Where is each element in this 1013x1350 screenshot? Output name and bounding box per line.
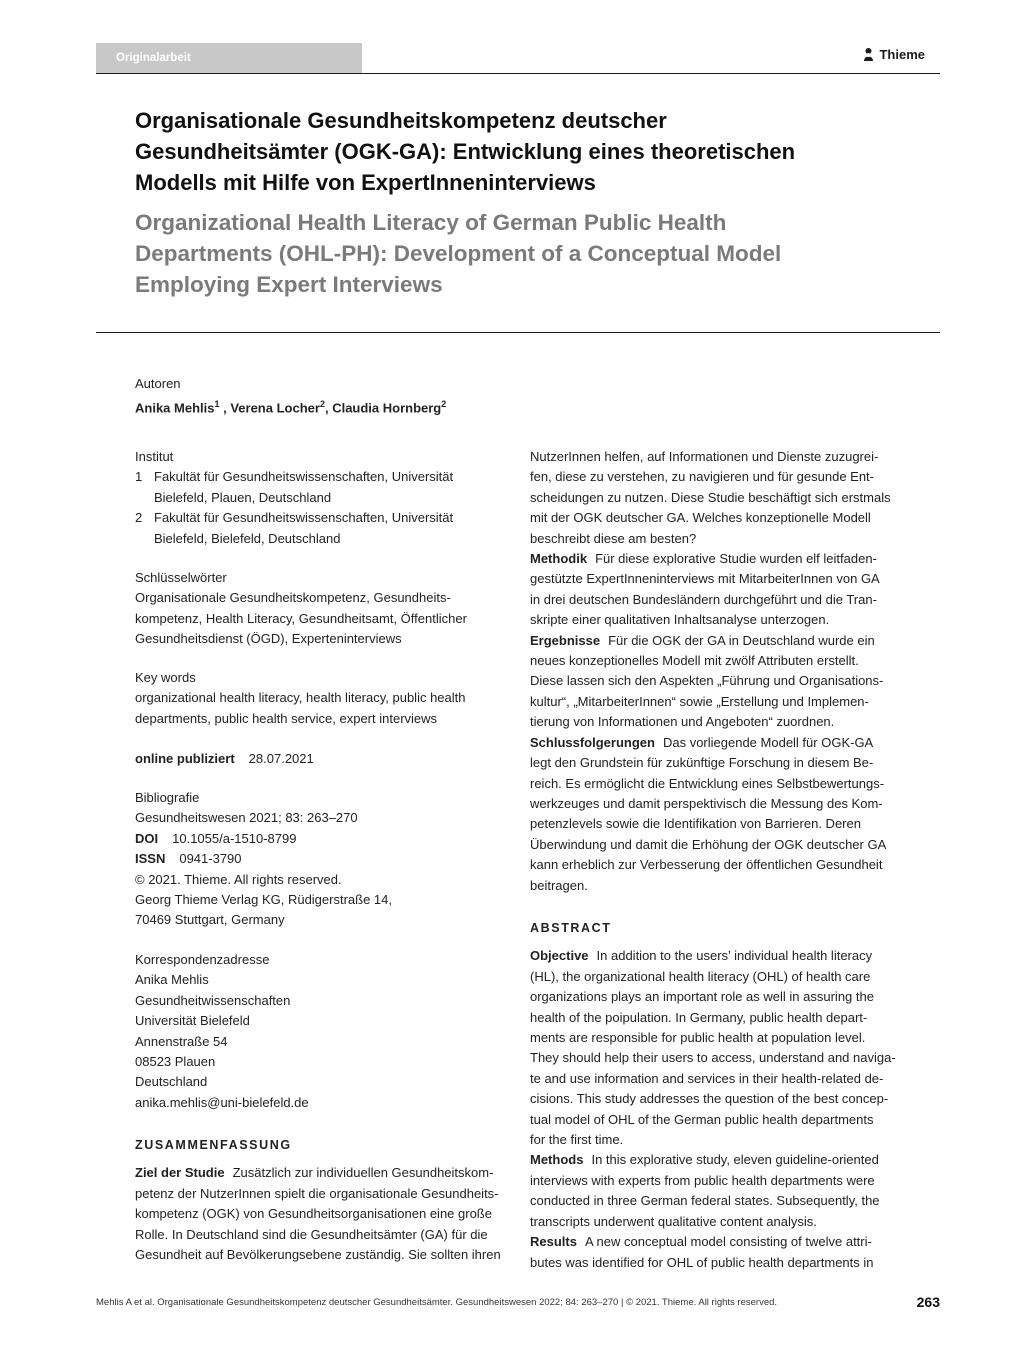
objective-line: cisions. This study addresses the question of the best concep- bbox=[530, 1091, 889, 1107]
objective-line: They should help their users to access, understand and naviga- bbox=[530, 1050, 896, 1066]
results-line: butes was identified for OHL of public health departments in bbox=[530, 1254, 874, 1270]
ziel-cont-line: beschreibt diese am besten? bbox=[530, 530, 697, 546]
category-tag: Originalarbeit bbox=[96, 43, 362, 73]
objective-line: (HL), the organizational health literacy (OHL) of health care bbox=[530, 968, 871, 984]
footer-citation: Mehlis A et al. Organisationale Gesundheitskompetenz deutscher Gesundheitsämter. Gesundheitswesen 2022; 84: 263–270 | © 2021. Thieme. All rights reserved. bbox=[96, 1297, 778, 1308]
methodik-line: skripte einer qualitativen Inhaltsanalyse unterzogen. bbox=[530, 612, 830, 628]
issn-row bbox=[135, 849, 510, 869]
ziel-line: Zusätzlich zur individuellen Gesundheitskom- bbox=[232, 1165, 494, 1181]
keywords-line: organizational health literacy, health literacy, public health bbox=[135, 690, 466, 706]
title-german bbox=[135, 105, 935, 198]
ziel-label: Ziel der Studie bbox=[135, 1165, 225, 1181]
ergebnisse-line: Diese lassen sich den Aspekten „Führung und Organisations- bbox=[530, 673, 884, 689]
methods-line: interviews with experts from public health departments were bbox=[530, 1172, 875, 1188]
title-german-line: Organisationale Gesundheitskompetenz deutscher bbox=[135, 108, 667, 133]
institut-line: Fakultät für Gesundheitswissenschaften, Universität bbox=[154, 469, 454, 485]
online-published bbox=[135, 749, 510, 769]
ziel-line: Gesundheit auf Bevölkerungsebene zuständig. Sie sollten ihren bbox=[135, 1247, 501, 1263]
schluss-line: Das vorliegende Modell für OGK-GA bbox=[662, 734, 874, 750]
schluss-line: kann erheblich zur Verbesserung der öffentlichen Gesundheit bbox=[530, 857, 883, 873]
ziel-cont-line: scheidungen zu nutzen. Diese Studie beschäftigt sich erstmals bbox=[530, 489, 891, 505]
publisher-line: 70469 Stuttgart, Germany bbox=[135, 912, 285, 928]
objective-line: ments are responsible for public health at population level. bbox=[530, 1030, 866, 1046]
ziel-paragraph bbox=[135, 1163, 510, 1265]
ergebnisse-line: tierung von Informationen und Angeboten“ zuordnen. bbox=[530, 714, 835, 730]
email-link[interactable]: anika.mehlis@uni-bielefeld.de bbox=[135, 1094, 309, 1110]
ziel-line: petenz der NutzerInnen spielt die organisationale Gesundheits- bbox=[135, 1185, 499, 1201]
institut-line: Fakultät für Gesundheitswissenschaften, Universität bbox=[154, 510, 454, 526]
keywords-line: departments, public health service, expert interviews bbox=[135, 710, 438, 726]
results-label: Results bbox=[530, 1234, 577, 1250]
methods-line: In this explorative study, eleven guideline-oriented bbox=[591, 1152, 879, 1168]
address-line: Universität Bielefeld bbox=[135, 1013, 250, 1029]
institut-label: Institut bbox=[135, 449, 174, 464]
schluesselwoerter-label: Schlüsselwörter bbox=[135, 570, 227, 585]
schluesselwoerter-line: Organisationale Gesundheitskompetenz, Gesundheits- bbox=[135, 590, 451, 606]
schluss-line: reich. Es ermöglicht die Entwicklung eines Selbstbewertungs- bbox=[530, 775, 885, 791]
doi-row bbox=[135, 829, 510, 849]
institut-item bbox=[135, 467, 510, 508]
institut-line: Bielefeld, Plauen, Deutschland bbox=[154, 489, 332, 505]
objective-line: te and use information and services in their health-related de- bbox=[530, 1070, 884, 1086]
issn-value: 0941-3790 bbox=[179, 851, 242, 867]
address-line: Annenstraße 54 bbox=[135, 1033, 228, 1049]
korrespondenz-block bbox=[135, 950, 510, 1113]
author-list: Anika Mehlis$^1$ , Verena Locher$^2$, Claudia Hornberg$^2$ bbox=[135, 399, 447, 416]
title-german-line: Gesundheitsämter (OGK-GA): Entwicklung eines theoretischen bbox=[135, 139, 796, 164]
schluesselwoerter-block bbox=[135, 568, 510, 650]
title-rule bbox=[96, 332, 940, 333]
thieme-emblem-icon bbox=[862, 47, 875, 62]
page-number: 263 bbox=[916, 1294, 940, 1310]
address-line: 08523 Plauen bbox=[135, 1054, 216, 1070]
institut-line: Bielefeld, Bielefeld, Deutschland bbox=[154, 530, 341, 546]
methods-line: conducted in three German federal states. Subsequently, the bbox=[530, 1193, 880, 1209]
ziel-line: Rolle. In Deutschland sind die Gesundheitsämter (GA) für die bbox=[135, 1226, 488, 1242]
results-line: A new conceptual model consisting of twelve attri- bbox=[584, 1234, 872, 1250]
schluss-line: beitragen. bbox=[530, 877, 588, 893]
objective-label: Objective bbox=[530, 948, 589, 964]
schluss-line: werkzeuges und damit perspektivisch die Messung des Kom- bbox=[530, 795, 883, 811]
author-name: Anika Mehlis bbox=[135, 400, 215, 416]
publisher-name: Thieme bbox=[879, 47, 925, 62]
schluesselwoerter-line: Gesundheitsdienst (ÖGD), Experteninterviews bbox=[135, 631, 402, 647]
copyright: © 2021. Thieme. All rights reserved. bbox=[135, 871, 342, 887]
publisher-logo bbox=[862, 47, 925, 62]
ergebnisse-label: Ergebnisse bbox=[530, 632, 601, 648]
institut-number: 2 bbox=[135, 510, 143, 526]
abstract-heading: ABSTRACT bbox=[530, 921, 612, 935]
address-line: Gesundheitwissenschaften bbox=[135, 992, 291, 1008]
schluss-line: legt den Grundstein für zukünftige Forschung in diesem Be- bbox=[530, 755, 874, 771]
title-english-line: Departments (OHL-PH): Development of a Conceptual Model bbox=[135, 241, 782, 266]
author-name: Claudia Hornberg bbox=[332, 400, 442, 416]
objective-line: In addition to the users’ individual health literacy bbox=[596, 948, 873, 964]
address-line: Anika Mehlis bbox=[135, 972, 209, 988]
publisher-line: Georg Thieme Verlag KG, Rüdigerstraße 14, bbox=[135, 892, 392, 908]
korrespondenz-label: Korrespondenzadresse bbox=[135, 952, 270, 967]
issn-label: ISSN bbox=[135, 851, 166, 867]
author-affiliation: 1 bbox=[214, 399, 220, 410]
ziel-cont-line: mit der OGK deutscher GA. Welches konzeptionelle Modell bbox=[530, 510, 871, 526]
schluss-line: Überwindung und damit die Erhöhung der OGK deutscher GA bbox=[530, 836, 887, 852]
methods-label: Methods bbox=[530, 1152, 584, 1168]
title-english bbox=[135, 207, 935, 300]
keywords-label: Key words bbox=[135, 670, 196, 685]
schluesselwoerter-line: kompetenz, Health Literacy, Gesundheitsamt, Öffentlicher bbox=[135, 610, 467, 626]
ergebnisse-line: Für die OGK der GA in Deutschland wurde ein bbox=[608, 632, 875, 648]
methods-line: transcripts underwent qualitative content analysis. bbox=[530, 1213, 817, 1229]
institut-block bbox=[135, 447, 510, 549]
zusammenfassung-continued bbox=[530, 447, 903, 896]
methodik-line: in drei deutschen Bundesländern durchgeführt und die Tran- bbox=[530, 591, 877, 607]
methodik-line: gestützte ExpertInneninterviews mit MitarbeiterInnen von GA bbox=[530, 571, 880, 587]
author-affiliation: 2 bbox=[441, 399, 447, 410]
keywords-block bbox=[135, 668, 510, 729]
title-german-line: Modells mit Hilfe von ExpertInneninterviews bbox=[135, 170, 596, 195]
author-affiliation: 2 bbox=[319, 399, 325, 410]
zusammenfassung-heading: ZUSAMMENFASSUNG bbox=[135, 1138, 292, 1152]
objective-line: organizations plays an important role as well in assuring the bbox=[530, 989, 874, 1005]
methodik-line: Für diese explorative Studie wurden elf leitfaden- bbox=[595, 551, 877, 567]
methodik-label: Methodik bbox=[530, 551, 588, 567]
bibliografie-block bbox=[135, 788, 510, 931]
ergebnisse-line: neues konzeptionelles Modell mit zwölf Attributen erstellt. bbox=[530, 653, 859, 669]
authors-label: Autoren bbox=[135, 376, 181, 391]
header-rule bbox=[96, 73, 940, 74]
authors-block bbox=[135, 374, 510, 419]
objective-line: health of the poipulation. In Germany, public health depart- bbox=[530, 1009, 868, 1025]
zusammenfassung-section bbox=[135, 1135, 510, 1265]
title-english-line: Organizational Health Literacy of German Public Health bbox=[135, 210, 727, 235]
ziel-cont-line: fen, diese zu verstehen, zu navigieren und für gesunde Ent- bbox=[530, 469, 874, 485]
abstract-section bbox=[530, 918, 903, 1273]
ziel-line: kompetenz (OGK) von Gesundheitsorganisationen eine große bbox=[135, 1206, 492, 1222]
ergebnisse-line: kultur“, „MitarbeiterInnen“ sowie „Erstellung und Implemen- bbox=[530, 693, 869, 709]
address-line: Deutschland bbox=[135, 1074, 208, 1090]
doi-label: DOI bbox=[135, 830, 159, 846]
ziel-cont-line: NutzerInnen helfen, auf Informationen und Dienste zuzugrei- bbox=[530, 449, 879, 464]
author-name: Verena Locher bbox=[230, 400, 320, 416]
doi-value: 10.1055/a-1510-8799 bbox=[172, 830, 297, 846]
title-english-line: Employing Expert Interviews bbox=[135, 272, 443, 297]
objective-line: for the first time. bbox=[530, 1132, 624, 1148]
institut-number: 1 bbox=[135, 469, 143, 485]
schluss-label: Schlussfolgerungen bbox=[530, 734, 655, 750]
online-date: 28.07.2021 bbox=[248, 751, 314, 766]
bibliografie-journal: Gesundheitswesen 2021; 83: 263–270 bbox=[135, 810, 358, 826]
bibliografie-label: Bibliografie bbox=[135, 790, 200, 805]
online-label: online publiziert bbox=[135, 751, 235, 766]
objective-line: tual model of OHL of the German public health departments bbox=[530, 1111, 874, 1127]
institut-item bbox=[135, 508, 510, 549]
schluss-line: petenzlevels sowie die Identifikation von Barrieren. Deren bbox=[530, 816, 861, 832]
